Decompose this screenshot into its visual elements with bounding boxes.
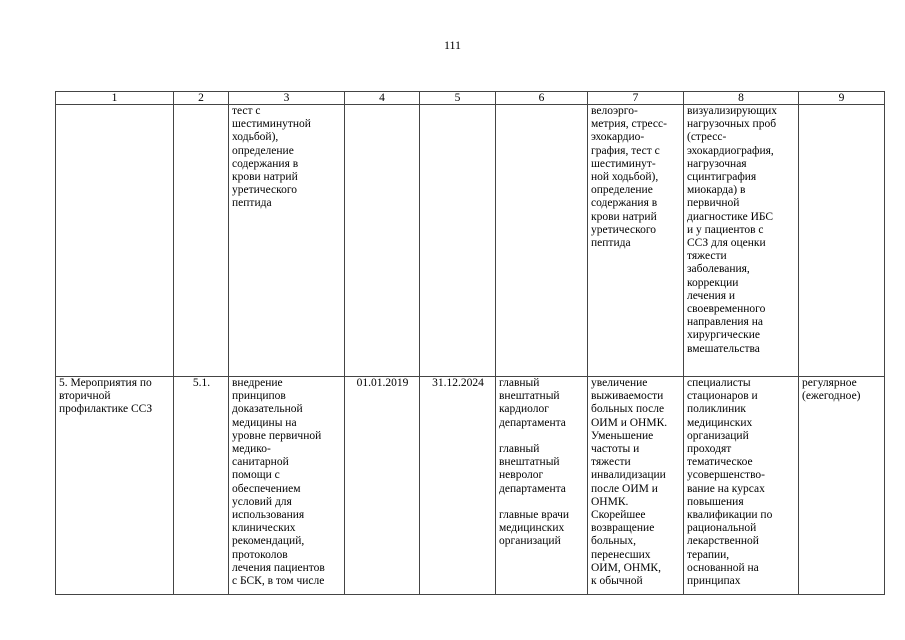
table-cell (174, 377, 229, 595)
table-row (56, 377, 885, 595)
cell-text: 5.1. (192, 377, 211, 389)
column-number: 6 (496, 92, 588, 105)
table-cell (345, 377, 420, 595)
column-number: 1 (56, 92, 174, 105)
table-cell (229, 377, 345, 595)
cell-text: регулярное (ежегодное) (802, 377, 861, 403)
page-number: 111 (443, 38, 462, 52)
cell-text: внедрение принципов доказательной медицины на уровне первичной медико- санитарной помощи с обеспечением условий для использования клинических рекомендаций, протоколов лечения пациентов с БСК, в том числе (232, 377, 325, 588)
column-number: 9 (799, 92, 885, 105)
column-number: 2 (174, 92, 229, 105)
cell-text: увеличение выживаемости больных после ОИМ и ОНМК. Уменьшение частоты и тяжести инвалидизации после ОИМ и ОНМК. Скорейшее возвращение больных, перенесших ОИМ, ОНМК, к обычной (591, 377, 668, 588)
cell-text: 01.01.2019 (356, 377, 409, 389)
cell-text: 31.12.2024 (432, 377, 484, 389)
table-cell (684, 377, 799, 595)
table-cell (420, 105, 496, 377)
table-cell (56, 105, 174, 377)
cell-text: велоэрго- метрия, стресс- эхокардио- графия, тест с шестиминут- ной ходьбой), определение содержания в крови натрий уретического пептида (591, 105, 667, 250)
table-cell (496, 377, 588, 595)
table-cell (56, 377, 174, 595)
table-cell (588, 377, 684, 595)
table-cell (799, 105, 885, 377)
table-cell (799, 377, 885, 595)
table-cell (345, 105, 420, 377)
cell-text: визуализирующих нагрузочных проб (стресс- эхокардиография, нагрузочная сцинтиграфия миокарда) в первичной диагностике ИБС и у пациентов с ССЗ для оценки тяжести заболевания, коррекции лечения и своевременного направления на хирургические вмешательства (687, 105, 777, 355)
column-number: 3 (229, 92, 345, 105)
column-number-row (56, 92, 885, 105)
cell-text: главный внештатный кардиолог департамента главный внештатный невролог департамента главные врачи медицинских организаций (499, 377, 570, 548)
table-cell (496, 105, 588, 377)
cell-text: 5. Мероприятия по вторичной профилактике ССЗ (59, 377, 153, 416)
table-cell (229, 105, 345, 377)
table-cell (684, 105, 799, 377)
column-number: 7 (588, 92, 684, 105)
measures-table (55, 91, 885, 595)
table-cell (588, 105, 684, 377)
column-number: 5 (420, 92, 496, 105)
column-number: 8 (684, 92, 799, 105)
table-cell (420, 377, 496, 595)
column-number: 4 (345, 92, 420, 105)
table-cell (174, 105, 229, 377)
cell-text: тест с шестиминутной ходьбой), определение содержания в крови натрий уретического пептида (232, 105, 311, 210)
cell-text: специалисты стационаров и поликлиник медицинских организаций проходят тематическое усовершенство- вание на курсах повышения квалификации по рациональной лекарственной терапии, основанной на принципах (687, 377, 773, 588)
table-row (56, 105, 885, 377)
